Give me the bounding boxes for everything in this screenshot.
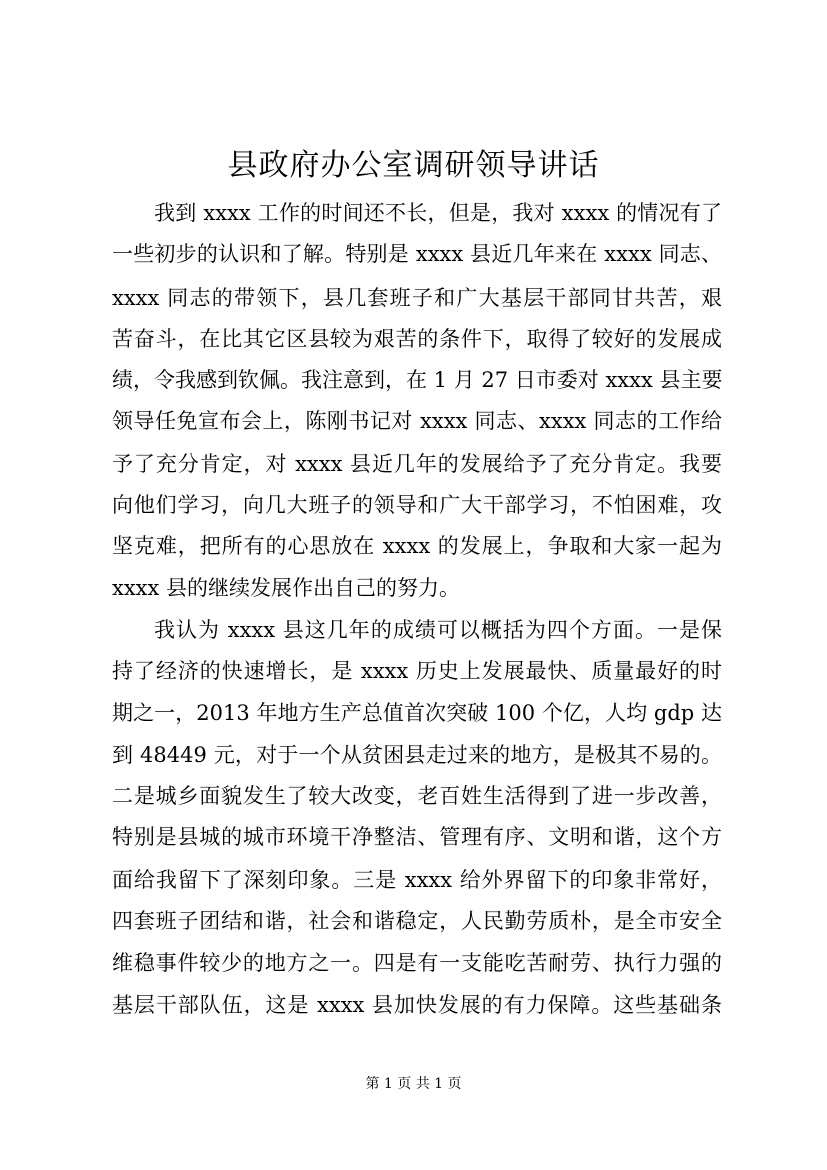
text-line: 面给我留下了深刻印象。三是 xxxx 给外界留下的印象非常好，	[112, 868, 722, 892]
text-line: 向他们学习，向几大班子的领导和广大干部学习，不怕困难，攻	[112, 493, 722, 517]
text-line: 期之一，2013 年地方生产总值首次突破 100 个亿，人均 gdp 达	[112, 701, 722, 725]
text-line: xxxx 县的继续发展作出自己的努力。	[112, 576, 461, 600]
text-line: 维稳事件较少的地方之一。四是有一支能吃苦耐劳、执行力强的	[112, 951, 722, 975]
text-line: 特别是县城的城市环境干净整洁、管理有序、文明和谐，这个方	[112, 825, 722, 849]
text-line: 我到 xxxx 工作的时间还不长，但是，我对 xxxx 的情况有了	[154, 201, 722, 225]
text-line: 予了充分肯定，对 xxxx 县近几年的发展给予了充分肯定。我要	[112, 452, 722, 476]
text-line: 我认为 xxxx 县这几年的成绩可以概括为四个方面。一是保	[154, 618, 722, 642]
text-line: xxxx 同志的带领下，县几套班子和广大基层干部同甘共苦，艰	[112, 286, 722, 310]
text-line: 到 48449 元，对于一个从贫困县走过来的地方，是极其不易的。	[112, 743, 722, 767]
text-line: 一些初步的认识和了解。特别是 xxxx 县近几年来在 xxxx 同志、	[112, 242, 722, 266]
text-line: 领导任免宣布会上，陈刚书记对 xxxx 同志、xxxx 同志的工作给	[112, 409, 722, 433]
text-line: 二是城乡面貌发生了较大改变，老百姓生活得到了进一步改善，	[112, 784, 722, 808]
document-title: 县政府办公室调研领导讲话	[227, 148, 600, 183]
text-line: 基层干部队伍，这是 xxxx 县加快发展的有力保障。这些基础条	[112, 993, 722, 1017]
page-footer: 第 1 页 共 1 页	[365, 1076, 462, 1092]
text-line: 四套班子团结和谐，社会和谐稳定，人民勤劳质朴，是全市安全	[112, 909, 722, 933]
text-line: 坚克难，把所有的心思放在 xxxx 的发展上，争取和大家一起为	[112, 534, 722, 558]
text-line: 持了经济的快速增长，是 xxxx 历史上发展最快、质量最好的时	[112, 659, 722, 683]
text-line: 苦奋斗，在比其它区县较为艰苦的条件下，取得了较好的发展成	[112, 327, 722, 351]
text-line: 绩，令我感到钦佩。我注意到，在 1 月 27 日市委对 xxxx 县主要	[112, 368, 723, 392]
